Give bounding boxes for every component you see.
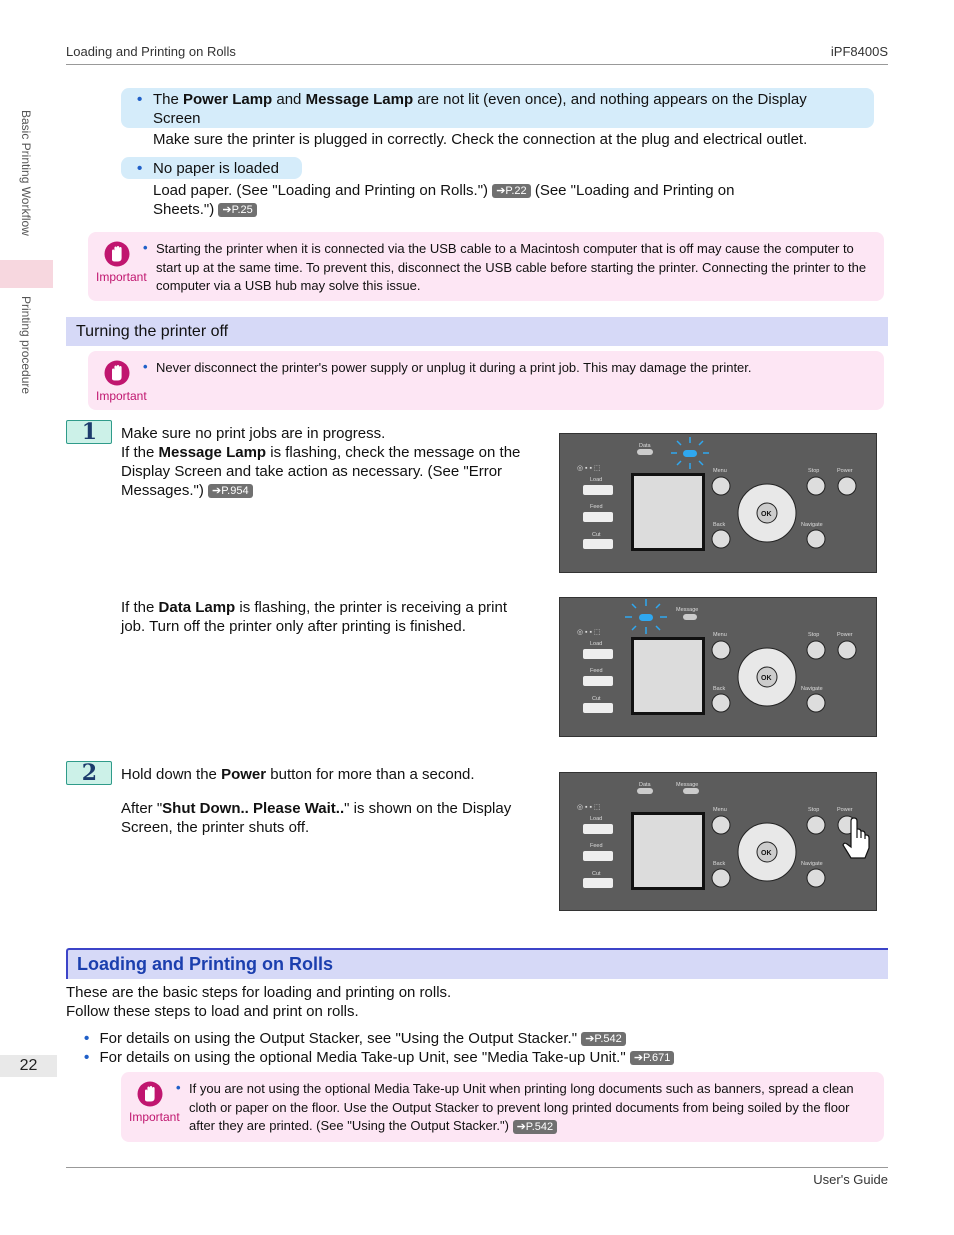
footer-guide-name: User's Guide	[813, 1172, 888, 1187]
panel-label-message: Message	[676, 607, 699, 613]
panel-label-menu: Menu	[713, 632, 727, 638]
bullet-icon: •	[84, 1049, 90, 1066]
panel-label-ok: OK	[761, 850, 772, 857]
important-text: Never disconnect the printer's power supply or unplug it during a print job. This may damage the printer.	[156, 360, 752, 375]
running-header: Loading and Printing on Rolls	[66, 44, 236, 59]
panel-label-ok: OK	[761, 511, 772, 518]
svg-text:◎ ▪ ▪ ⬚: ◎ ▪ ▪ ⬚	[577, 465, 601, 472]
panel-label-menu: Menu	[713, 807, 727, 813]
important-label: Important	[96, 270, 147, 284]
bullet-list	[84, 1029, 864, 1067]
step-number: 1	[66, 420, 112, 444]
panel-label-back: Back	[713, 522, 726, 528]
page-number: 22	[0, 1055, 57, 1077]
important-note	[88, 232, 884, 301]
panel-label-cut: Cut	[592, 871, 601, 877]
important-hand-icon	[104, 359, 130, 387]
control-panel-illustration	[559, 772, 877, 911]
list-item: • For details on using the Output Stacker, see "Using the Output Stacker." ➔P.542	[84, 1029, 864, 1048]
panel-label-feed: Feed	[590, 668, 603, 674]
important-text: If you are not using the optional Media Take-up Unit when printing long documents such as banners, spread a clean cloth or paper on the floor. Use the Output Stacker to prevent long printed documents from being soiled by the floor after they are printed. (See "Using the Output Stacker.") ➔P.542	[189, 1081, 854, 1133]
panel-label-data: Data	[639, 782, 651, 788]
panel-label-menu: Menu	[713, 468, 727, 474]
step-number: 2	[66, 761, 112, 785]
panel-label-load: Load	[590, 641, 603, 647]
trouble-item-body: Load paper. (See "Loading and Printing on Rolls.") ➔P.22 (See "Loading and Printing on Sheets.") ➔P.25	[153, 182, 735, 218]
section-intro: These are the basic steps for loading and printing on rolls. Follow these steps to load and print on rolls.	[66, 984, 452, 1020]
bullet-icon: •	[137, 91, 143, 108]
step-text: Make sure no print jobs are in progress. If the Message Lamp is flashing, check the message on the Display Screen and take action as necessary. (See "Error Messages.") ➔P.954	[121, 425, 521, 499]
subsection-heading: Turning the printer off	[66, 317, 888, 346]
bullet-icon: •	[84, 1030, 90, 1047]
control-panel-illustration	[559, 433, 877, 573]
page-ref-link[interactable]: ➔P.542	[581, 1032, 626, 1046]
panel-label-back: Back	[713, 686, 726, 692]
panel-label-power: Power	[837, 468, 853, 474]
svg-text:◎ ▪ ▪ ⬚: ◎ ▪ ▪ ⬚	[577, 804, 601, 811]
panel-label-ok: OK	[761, 675, 772, 682]
model-name: iPF8400S	[830, 44, 888, 59]
trouble-item-title: • No paper is loaded	[121, 157, 302, 179]
page-ref-link[interactable]: ➔P.954	[208, 484, 253, 498]
panel-label-data: Data	[639, 443, 651, 449]
bullet-icon: •	[143, 359, 148, 374]
panel-label-cut: Cut	[592, 532, 601, 538]
trouble-item-body: Make sure the printer is plugged in correctly. Check the connection at the plug and electrical outlet.	[153, 131, 808, 148]
panel-label-back: Back	[713, 861, 726, 867]
list-item: • For details on using the optional Media Take-up Unit, see "Media Take-up Unit." ➔P.671	[84, 1048, 864, 1067]
panel-label-cut: Cut	[592, 696, 601, 702]
panel-label-load: Load	[590, 477, 603, 483]
important-text: Starting the printer when it is connected via the USB cable to a Macintosh computer that is off may cause the computer to start up at the same time. To prevent this, disconnect the USB cable before starting the printer. Connecting the printer to the computer via a USB hub may solve this issue.	[156, 241, 867, 293]
panel-label-navigate: Navigate	[801, 861, 823, 867]
step-text: Hold down the Power button for more than a second. After "Shut Down.. Please Wait.." is shown on the Display Screen, the printer shuts off.	[121, 766, 512, 836]
panel-label-navigate: Navigate	[801, 522, 823, 528]
important-hand-icon	[104, 240, 130, 268]
control-panel-illustration	[559, 597, 877, 737]
panel-label-stop: Stop	[808, 807, 820, 813]
bullet-icon: •	[143, 240, 148, 255]
sidebar-section-label: Basic Printing Workflow	[19, 110, 33, 236]
sidebar-tab-marker	[0, 260, 53, 288]
panel-label-power: Power	[837, 807, 853, 813]
step-text: If the Data Lamp is flashing, the printer is receiving a print job. Turn off the printer only after printing is finished.	[121, 599, 508, 635]
sidebar-subsection-label: Printing procedure	[19, 296, 33, 395]
page-ref-link[interactable]: ➔P.22	[492, 184, 530, 198]
header-rule	[66, 64, 888, 65]
important-note	[88, 351, 884, 410]
panel-label-stop: Stop	[808, 632, 820, 638]
footer-rule	[66, 1167, 888, 1168]
panel-label-feed: Feed	[590, 843, 603, 849]
panel-label-power: Power	[837, 632, 853, 638]
bullet-icon: •	[176, 1080, 181, 1095]
important-label: Important	[96, 389, 147, 403]
panel-label-stop: Stop	[808, 468, 820, 474]
page-ref-link[interactable]: ➔P.542	[513, 1120, 558, 1134]
page-ref-link[interactable]: ➔P.671	[630, 1051, 675, 1065]
important-hand-icon	[137, 1080, 163, 1108]
important-note	[121, 1072, 884, 1142]
important-label: Important	[129, 1110, 180, 1124]
panel-label-navigate: Navigate	[801, 686, 823, 692]
trouble-item-title: • The Power Lamp and Message Lamp are not lit (even once), and nothing appears on the Display Screen	[121, 88, 874, 128]
page-ref-link[interactable]: ➔P.25	[218, 203, 256, 217]
panel-label-load: Load	[590, 816, 603, 822]
svg-text:◎ ▪ ▪ ⬚: ◎ ▪ ▪ ⬚	[577, 629, 601, 636]
bullet-icon: •	[137, 160, 143, 177]
section-heading: Loading and Printing on Rolls	[66, 948, 888, 979]
panel-label-feed: Feed	[590, 504, 603, 510]
panel-label-message: Message	[676, 782, 699, 788]
